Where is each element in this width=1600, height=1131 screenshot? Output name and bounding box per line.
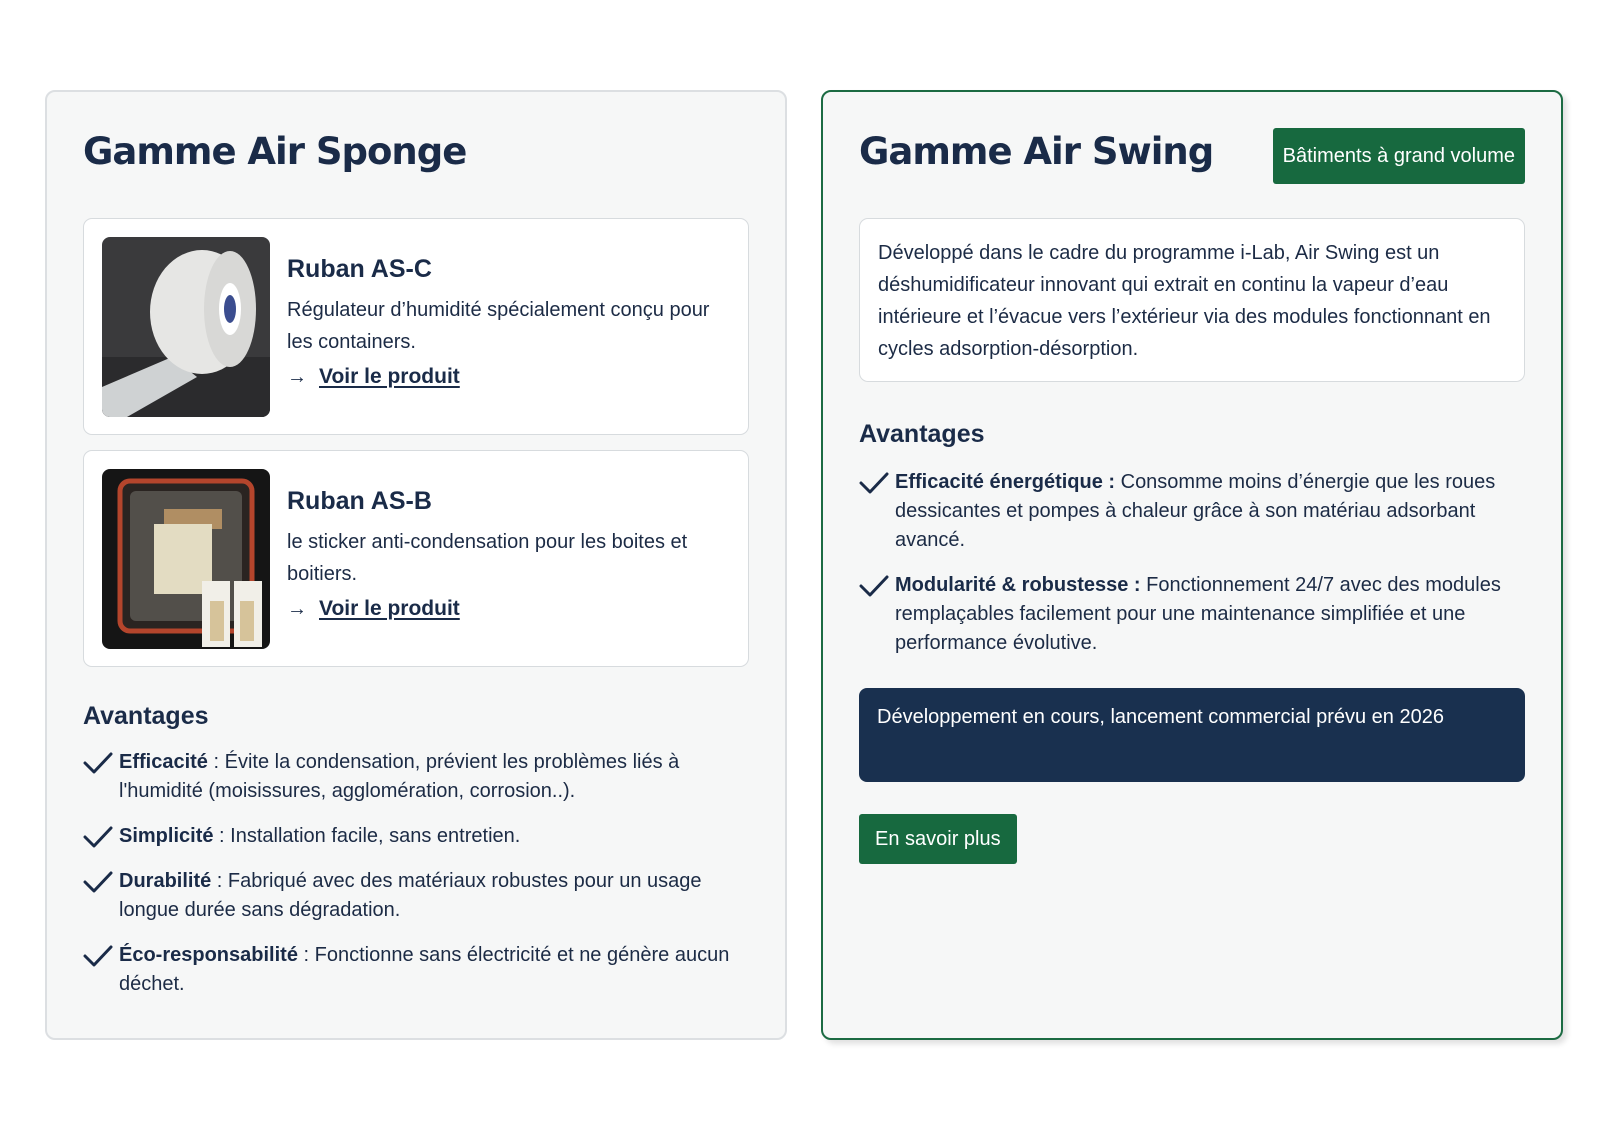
check-icon [83,751,113,775]
advantages-title: Avantages [859,420,985,448]
advantage-text: : Évite la condensation, prévient les problèmes liés à l'humidité (moisissures, agglomération, corrosion..). [119,751,680,802]
check-icon [83,870,113,894]
view-product-label[interactable]: Voir le produit [319,597,460,620]
advantage-item [859,571,1519,658]
tape-roll-image [102,237,270,417]
air-sponge-title: Gamme Air Sponge [83,130,467,173]
check-icon [859,574,889,598]
advantage-label: Éco-responsabilité [119,944,298,966]
advantage-text: Fonctionnement 24/7 avec des modules remplaçables facilement pour une maintenance simplifiée et une performance évolutive. [895,574,1501,654]
advantages-title: Avantages [83,702,209,730]
advantage-label: Efficacité [119,751,208,773]
product-name: Ruban AS-B [287,487,432,515]
arrow-right-icon: → [287,597,307,620]
category-tag: Bâtiments à grand volume [1273,128,1525,184]
product-card-as-c[interactable] [83,218,749,435]
advantage-item [83,941,743,999]
view-product-link-as-c[interactable] [287,365,460,389]
advantage-text: : Fonctionne sans électricité et ne génère aucun déchet. [119,944,730,995]
advantage-label: Efficacité énergétique : [895,471,1116,493]
advantage-label: Durabilité [119,870,212,892]
advantages-list [83,748,743,1015]
view-product-label[interactable]: Voir le produit [319,365,460,388]
product-description: Régulateur d’humidité spécialement conçu pour les containers. [287,299,710,353]
air-swing-title: Gamme Air Swing [859,130,1214,173]
launch-notice-banner: Développement en cours, lancement commercial prévu en 2026 [859,688,1525,782]
advantage-label: Modularité & robustesse : [895,574,1141,596]
learn-more-button[interactable]: En savoir plus [859,814,1017,864]
advantage-label: Simplicité [119,825,214,847]
view-product-link-as-b[interactable] [287,597,460,621]
product-description: le sticker anti-condensation pour les boites et boitiers. [287,531,688,585]
check-icon [83,944,113,968]
advantage-text: Consomme moins d’énergie que les roues dessicantes et pompes à chaleur grâce à son matériau adsorbant avancé. [895,471,1496,551]
advantage-item [83,867,743,925]
air-sponge-card [45,90,787,1040]
air-swing-description: Développé dans le cadre du programme i-Lab, Air Swing est un déshumidificateur innovant qui extrait en continu la vapeur d’eau intérieure et l’évacue vers l’extérieur via des modules fonctionnant en cycles adsorption-désorption. [859,218,1525,382]
case-sticker-image [102,469,270,649]
product-name: Ruban AS-C [287,255,432,283]
air-swing-card [821,90,1563,1040]
check-icon [83,825,113,849]
advantage-item [83,748,743,806]
check-icon [859,471,889,495]
product-card-as-b[interactable] [83,450,749,667]
advantage-item [83,822,743,851]
advantage-text: : Fabriqué avec des matériaux robustes pour un usage longue durée sans dégradation. [119,870,702,921]
advantages-list [859,468,1519,674]
arrow-right-icon: → [287,365,307,388]
advantage-item [859,468,1519,555]
advantage-text: : Installation facile, sans entretien. [213,825,521,847]
